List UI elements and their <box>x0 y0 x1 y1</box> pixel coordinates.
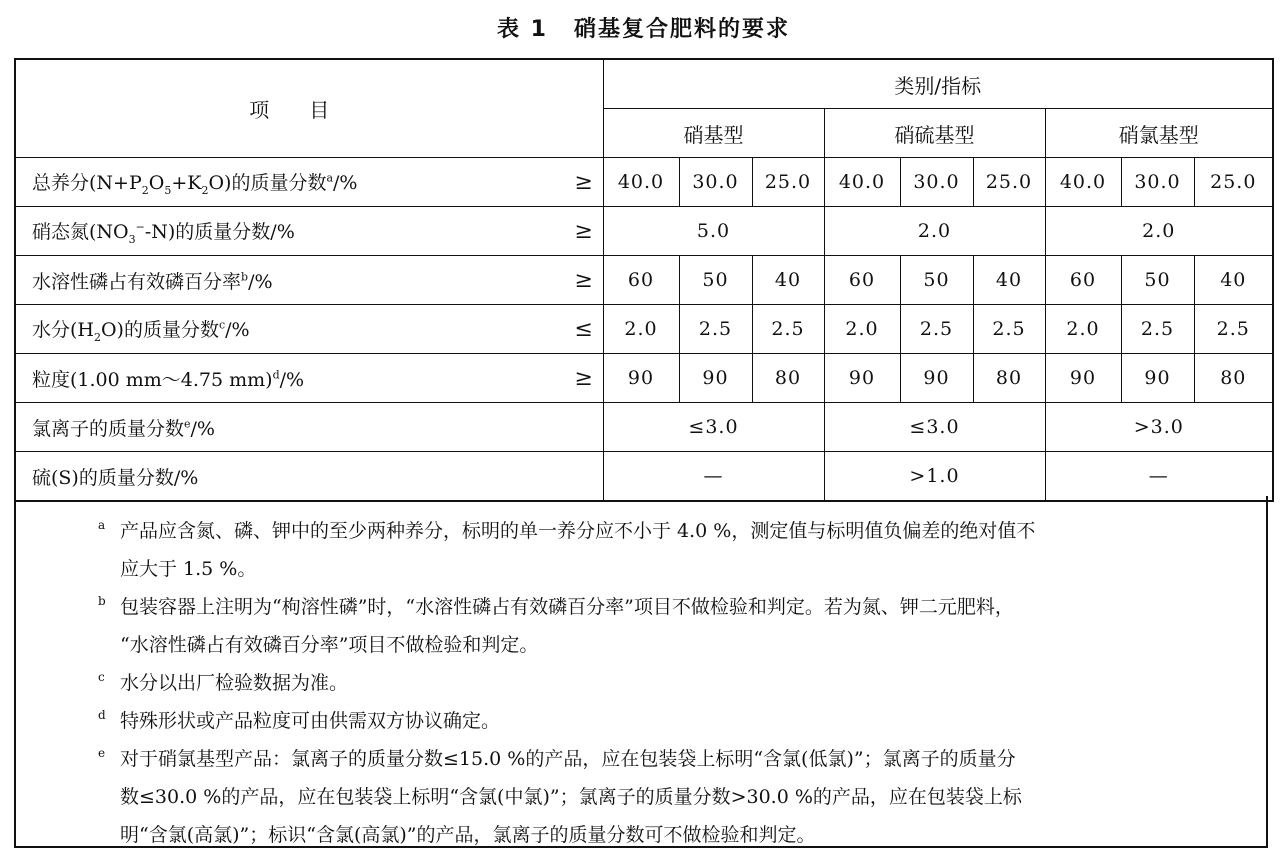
row-comparator: ≥ <box>565 207 603 256</box>
label-part: 水分(H <box>32 318 94 341</box>
label-part: O)的质量分数 <box>208 171 327 194</box>
value-cell: 90 <box>824 354 900 403</box>
type-header-nitro-sulfur: 硝硫基型 <box>824 109 1045 158</box>
label-part: /% <box>279 368 305 391</box>
merged-value-cell: — <box>1045 452 1273 502</box>
label-part: − <box>135 220 145 234</box>
category-header: 类别/指标 <box>603 59 1273 109</box>
value-cell: 40 <box>752 256 824 305</box>
merged-value-cell: ≤3.0 <box>603 403 824 452</box>
value-cell: 80 <box>1194 354 1273 403</box>
label-part: /% <box>248 270 273 293</box>
footnote-marker: d <box>98 708 106 722</box>
merged-value-cell: 5.0 <box>603 207 824 256</box>
value-cell: 40 <box>1194 256 1273 305</box>
footnote <box>98 702 1270 740</box>
footnote-line: 水分以出厂检验数据为准。 <box>120 672 349 694</box>
merged-value-cell: >3.0 <box>1045 403 1273 452</box>
value-cell: 2.5 <box>900 305 973 354</box>
merged-value-cell: — <box>603 452 824 502</box>
row-label <box>15 256 565 305</box>
table-number: 表 1 <box>497 17 548 42</box>
label-part: /% <box>225 318 250 341</box>
label-part: /% <box>190 417 215 440</box>
footnote-line: “水溶性磷占有效磷百分率”项目不做检验和判定。 <box>120 634 539 656</box>
value-cell: 90 <box>900 354 973 403</box>
row-label <box>15 354 565 403</box>
row-comparator <box>565 452 603 502</box>
merged-value-cell: 2.0 <box>1045 207 1273 256</box>
value-cell: 50 <box>900 256 973 305</box>
value-cell: 60 <box>603 256 679 305</box>
label-part: 硝态氮(NO <box>32 220 129 243</box>
table-row <box>15 452 1273 502</box>
label-part: 2 <box>141 183 149 197</box>
label-part: a <box>326 171 334 185</box>
footnotes <box>14 496 1268 848</box>
footnote-marker: b <box>98 594 106 608</box>
value-cell: 40.0 <box>603 158 679 207</box>
row-label <box>15 403 565 452</box>
value-cell: 60 <box>824 256 900 305</box>
footnote-line: 特殊形状或产品粒度可由供需双方协议确定。 <box>120 710 501 732</box>
value-cell: 50 <box>1121 256 1194 305</box>
value-cell: 40 <box>973 256 1045 305</box>
label-part: 粒度(1.00 mm～4.75 mm) <box>32 368 273 391</box>
row-comparator: ≥ <box>565 256 603 305</box>
value-cell: 90 <box>1045 354 1121 403</box>
row-label <box>15 207 565 256</box>
label-part: 水溶性磷占有效磷百分率 <box>32 270 242 293</box>
table-row <box>15 207 1273 256</box>
merged-value-cell: ≤3.0 <box>824 403 1045 452</box>
value-cell: 90 <box>679 354 752 403</box>
table-body <box>15 158 1273 502</box>
value-cell: 2.5 <box>1121 305 1194 354</box>
merged-value-cell: 2.0 <box>824 207 1045 256</box>
value-cell: 50 <box>679 256 752 305</box>
value-cell: 2.0 <box>1045 305 1121 354</box>
value-cell: 80 <box>973 354 1045 403</box>
requirements-table <box>14 58 1274 502</box>
value-cell: 2.5 <box>752 305 824 354</box>
table-row <box>15 256 1273 305</box>
row-comparator: ≥ <box>565 158 603 207</box>
label-part: O)的质量分数 <box>100 318 219 341</box>
footnote <box>98 664 1270 702</box>
label-part: O <box>148 171 165 194</box>
footnote-line: 对于硝氯基型产品：氯离子的质量分数≤15.0 %的产品，应在包装袋上标明“含氯(低氯)”；氯离子的质量分 <box>120 748 1016 770</box>
value-cell: 25.0 <box>1194 158 1273 207</box>
label-part: +K <box>171 171 202 194</box>
label-part: -N)的质量分数/% <box>144 220 295 243</box>
value-cell: 2.5 <box>973 305 1045 354</box>
table-row <box>15 305 1273 354</box>
footnote-marker: a <box>98 518 106 532</box>
label-part: e <box>184 417 191 431</box>
row-label <box>15 158 565 207</box>
row-label <box>15 305 565 354</box>
table-title <box>0 12 1287 43</box>
value-cell: 2.0 <box>824 305 900 354</box>
label-part: 总养分(N+P <box>32 171 142 194</box>
value-cell: 25.0 <box>973 158 1045 207</box>
value-cell: 2.5 <box>1194 305 1273 354</box>
type-header-nitro: 硝基型 <box>603 109 824 158</box>
label-part: 氯离子的质量分数 <box>32 417 185 440</box>
footnote-line: 产品应含氮、磷、钾中的至少两种养分，标明的单一养分应不小于 4.0 %，测定值与标明值负偏差的绝对值不 <box>120 520 1036 542</box>
value-cell: 25.0 <box>752 158 824 207</box>
value-cell: 40.0 <box>824 158 900 207</box>
table-row <box>15 354 1273 403</box>
row-comparator: ≤ <box>565 305 603 354</box>
label-part: 5 <box>164 183 172 197</box>
footnote <box>98 588 1270 664</box>
row-label <box>15 452 565 502</box>
footnote-line: 数≤30.0 %的产品，应在包装袋上标明“含氯(中氯)”；氯离子的质量分数>30.0 %的产品，应在包装袋上标 <box>120 786 1022 808</box>
label-part: 3 <box>128 232 136 246</box>
value-cell: 2.0 <box>603 305 679 354</box>
label-part: /% <box>333 171 358 194</box>
value-cell: 40.0 <box>1045 158 1121 207</box>
label-part: 2 <box>93 330 101 344</box>
value-cell: 80 <box>752 354 824 403</box>
footnote <box>98 512 1270 588</box>
footnote-line: 明“含氯(高氯)”；标识“含氯(高氯)”的产品，氯离子的质量分数可不做检验和判定。 <box>120 824 816 846</box>
item-header: 项目 <box>15 59 603 158</box>
merged-value-cell: >1.0 <box>824 452 1045 502</box>
label-part: c <box>218 318 226 332</box>
value-cell: 60 <box>1045 256 1121 305</box>
value-cell: 90 <box>1121 354 1194 403</box>
label-part: 硫(S)的质量分数/% <box>32 466 199 489</box>
footnote <box>98 740 1270 854</box>
value-cell: 90 <box>603 354 679 403</box>
row-comparator: ≥ <box>565 354 603 403</box>
label-part: b <box>241 270 249 284</box>
value-cell: 30.0 <box>1121 158 1194 207</box>
label-part: 2 <box>201 183 209 197</box>
table-row <box>15 158 1273 207</box>
footnote-marker: c <box>98 670 105 684</box>
table-row <box>15 403 1273 452</box>
value-cell: 30.0 <box>679 158 752 207</box>
footnote-line: 应大于 1.5 %。 <box>120 558 257 580</box>
type-header-nitro-chlorine: 硝氯基型 <box>1045 109 1273 158</box>
table-caption: 硝基复合肥料的要求 <box>573 17 790 42</box>
row-comparator <box>565 403 603 452</box>
value-cell: 30.0 <box>900 158 973 207</box>
value-cell: 2.5 <box>679 305 752 354</box>
label-part: d <box>272 368 280 382</box>
footnote-line: 包装容器上注明为“枸溶性磷”时，“水溶性磷占有效磷百分率”项目不做检验和判定。若为氮、钾二元肥料， <box>120 596 1014 618</box>
footnote-marker: e <box>98 746 106 760</box>
